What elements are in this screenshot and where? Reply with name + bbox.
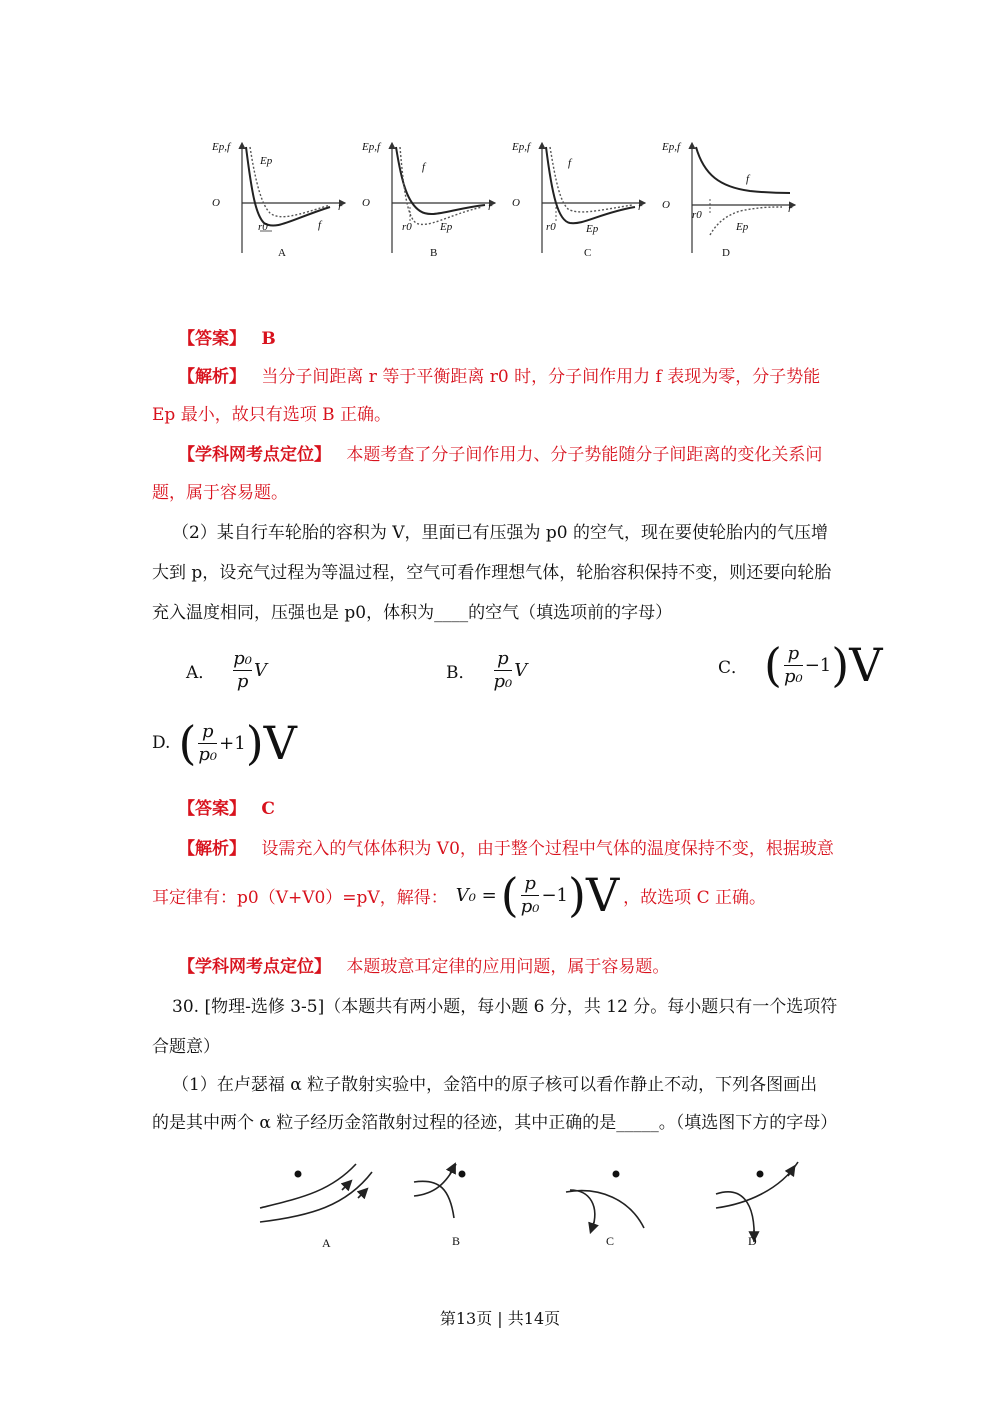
q2-point-1: 本题玻意耳定律的应用问题，属于容易题。 xyxy=(346,957,670,977)
option-d-label: D. xyxy=(152,733,171,753)
track-c xyxy=(566,1171,644,1231)
graph-a xyxy=(242,143,345,253)
q2-eq-num: p xyxy=(524,872,536,894)
r-label-d: r xyxy=(788,203,793,215)
option-c-den: p₀ xyxy=(783,665,803,687)
q1-analysis-tag: 【解析】 xyxy=(178,367,246,387)
option-b-num: p xyxy=(497,648,509,669)
axis-label-a: Ep,f xyxy=(212,141,231,153)
fig-label-d: D xyxy=(722,247,730,259)
graph-c xyxy=(542,143,645,253)
q2-option-c xyxy=(718,638,883,692)
q1-point-1: 本题考查了分子间作用力、分子势能随分子间距离的变化关系问 xyxy=(346,445,823,465)
q1-analysis-line1 xyxy=(178,364,860,390)
q2-answer-line xyxy=(178,796,860,822)
option-d-close: )V xyxy=(245,716,297,770)
track-b xyxy=(414,1164,466,1218)
option-c-label: C． xyxy=(718,657,749,678)
q2-point-line xyxy=(178,954,860,980)
q30-line-1: 30. [物理-选修 3-5]（本题共有两小题，每小题 6 分，共 12 分。每小题只有一个选项符 xyxy=(172,997,838,1017)
track-d xyxy=(716,1162,798,1242)
r0-label-b: r0 xyxy=(402,221,412,233)
graph-d xyxy=(692,143,795,253)
origin-a: O xyxy=(212,197,220,209)
ep-f-graphs xyxy=(200,135,800,265)
r0-label-d: r0 xyxy=(692,209,702,221)
axis-label-d: Ep,f xyxy=(662,141,681,153)
scatter-label-d: D xyxy=(748,1234,757,1248)
q2-stem-2: 大到 p，设充气过程为等温过程，空气可看作理想气体，轮胎容积保持不变，则还要向轮胎 xyxy=(152,563,832,583)
origin-b: O xyxy=(362,197,370,209)
f-label-c: f xyxy=(568,157,572,169)
option-a-fraction xyxy=(233,648,252,693)
option-d-open: ( xyxy=(178,716,197,770)
q2-eq-den: p₀ xyxy=(520,895,540,917)
q2-answer-tag: 【答案】 xyxy=(178,799,246,819)
ep-label-c: Ep xyxy=(586,223,599,235)
figure-ep-f-curves xyxy=(200,135,800,265)
q2-eq-fraction xyxy=(521,873,540,918)
option-c-post: −1 xyxy=(804,654,832,676)
option-d-fraction xyxy=(198,721,217,766)
q1-answer: B xyxy=(261,329,276,349)
q2-eq-close: )V xyxy=(568,868,620,922)
q2-stem-3: 充入温度相同，压强也是 p0，体积为____的空气（填选项前的字母） xyxy=(152,603,673,623)
option-c-num: p xyxy=(787,642,800,664)
q1-analysis-2: Ep 最小，故只有选项 B 正确。 xyxy=(152,405,391,425)
f-label-b: f xyxy=(422,161,426,173)
option-d-post: +1 xyxy=(219,732,246,754)
q2-analysis-2b: ，故选项 C 正确。 xyxy=(623,887,766,908)
r0-label-c: r0 xyxy=(546,221,556,233)
f-label-a: f xyxy=(318,219,322,231)
fig-label-c: C xyxy=(584,247,592,259)
figure-alpha-scattering xyxy=(250,1160,810,1260)
q2-analysis-1: 设需充入的气体体积为 V0，由于整个过程中气体的温度保持不变，根据玻意 xyxy=(261,839,834,859)
q2-option-b xyxy=(446,648,527,693)
r-label-a: r xyxy=(338,201,343,213)
option-d-den: p₀ xyxy=(198,743,218,765)
r-label-c: r xyxy=(638,201,643,213)
option-c-close: )V xyxy=(831,638,883,692)
q1-point-2: 题，属于容易题。 xyxy=(152,483,288,503)
q2-analysis-2a: 耳定律有：p0（V+V0）=pV，解得： xyxy=(152,887,448,908)
q2-option-a xyxy=(186,648,267,693)
option-c-open: ( xyxy=(764,638,782,692)
origin-c: O xyxy=(512,197,520,209)
ep-label-a: Ep xyxy=(260,155,273,167)
scatter-label-b: B xyxy=(452,1234,461,1248)
option-b-fraction xyxy=(494,648,513,693)
option-a-num: p₀ xyxy=(233,648,253,669)
q2-eq-lhs: V₀ = xyxy=(455,884,497,906)
r0-label-a: r0 xyxy=(258,221,268,233)
option-a-den: p xyxy=(236,671,249,692)
page-footer: 第13页 | 共14页 xyxy=(439,1309,561,1328)
q2-stem-1: （2）某自行车轮胎的容积为 V，里面已有压强为 p0 的空气，现在要使轮胎内的气压增 xyxy=(172,523,829,543)
graph-b xyxy=(392,143,495,253)
q2-option-d xyxy=(152,716,297,770)
q30-sub1-2: 的是其中两个 α 粒子经历金箔散射过程的径迹，其中正确的是_____。（填选图下方的字母） xyxy=(152,1113,838,1133)
axis-label-b: Ep,f xyxy=(362,141,381,153)
track-a xyxy=(260,1164,372,1222)
q2-analysis-line1 xyxy=(178,836,860,862)
q1-answer-tag: 【答案】 xyxy=(178,329,246,349)
fig-label-a: A xyxy=(278,247,286,259)
q2-analysis-tag: 【解析】 xyxy=(178,839,246,859)
q30-line-2: 合题意） xyxy=(152,1037,220,1057)
q2-eq-post: −1 xyxy=(541,884,568,906)
origin-d: O xyxy=(662,199,670,211)
option-d-num: p xyxy=(202,720,214,742)
option-a-label: A． xyxy=(186,663,216,683)
ep-label-d: Ep xyxy=(736,221,749,233)
option-b-den: p₀ xyxy=(493,671,513,692)
q1-answer-line xyxy=(178,326,860,352)
q2-point-tag: 【学科网考点定位】 xyxy=(178,957,331,977)
option-c-fraction xyxy=(784,643,803,688)
option-b-post: V xyxy=(514,660,528,681)
f-label-d: f xyxy=(746,173,750,185)
scatter-label-a: A xyxy=(322,1236,331,1250)
q1-point-tag: 【学科网考点定位】 xyxy=(178,445,331,465)
option-a-post: V xyxy=(254,660,268,681)
q1-point-line1 xyxy=(178,442,860,468)
axis-label-c: Ep,f xyxy=(512,141,531,153)
q2-answer: C xyxy=(261,799,275,819)
q2-analysis-line2: 耳定律有：p0（V+V0）=pV，解得： V₀ = ( $\frac{p}{\text{p₀}}$ −1 )V ，故选项 C 正确。 xyxy=(152,868,766,922)
scatter-label-c: C xyxy=(606,1234,615,1248)
q30-sub1-1: （1）在卢瑟福 α 粒子散射实验中，金箔中的原子核可以看作静止不动，下列各图画出 xyxy=(172,1075,818,1095)
option-b-label: B． xyxy=(446,663,476,683)
q1-analysis-1: 当分子间距离 r 等于平衡距离 r0 时，分子间作用力 f 表现为零，分子势能 xyxy=(261,367,821,387)
alpha-tracks xyxy=(250,1160,810,1260)
ep-label-b: Ep xyxy=(440,221,453,233)
r-label-b: r xyxy=(488,201,493,213)
fig-label-b: B xyxy=(430,247,438,259)
